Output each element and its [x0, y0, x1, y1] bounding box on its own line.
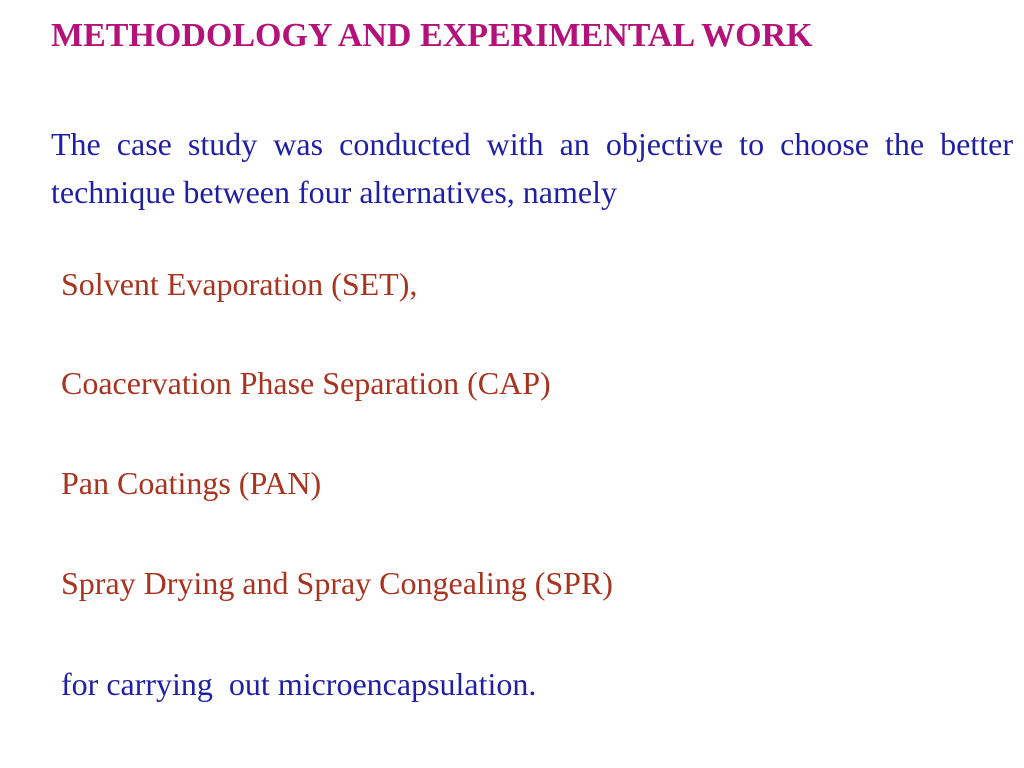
- slide-title: METHODOLOGY AND EXPERIMENTAL WORK: [51, 17, 813, 54]
- technique-item-pan: Pan Coatings (PAN): [61, 465, 322, 501]
- technique-item-spr: Spray Drying and Spray Congealing (SPR): [61, 565, 613, 601]
- closing-line: for carrying out microencapsulation.: [61, 666, 537, 702]
- technique-item-set: Solvent Evaporation (SET),: [61, 266, 418, 302]
- technique-item-cap: Coacervation Phase Separation (CAP): [61, 365, 551, 401]
- intro-paragraph: The case study was conducted with an objective to choose the better technique between four alternatives, namely: [51, 126, 1013, 210]
